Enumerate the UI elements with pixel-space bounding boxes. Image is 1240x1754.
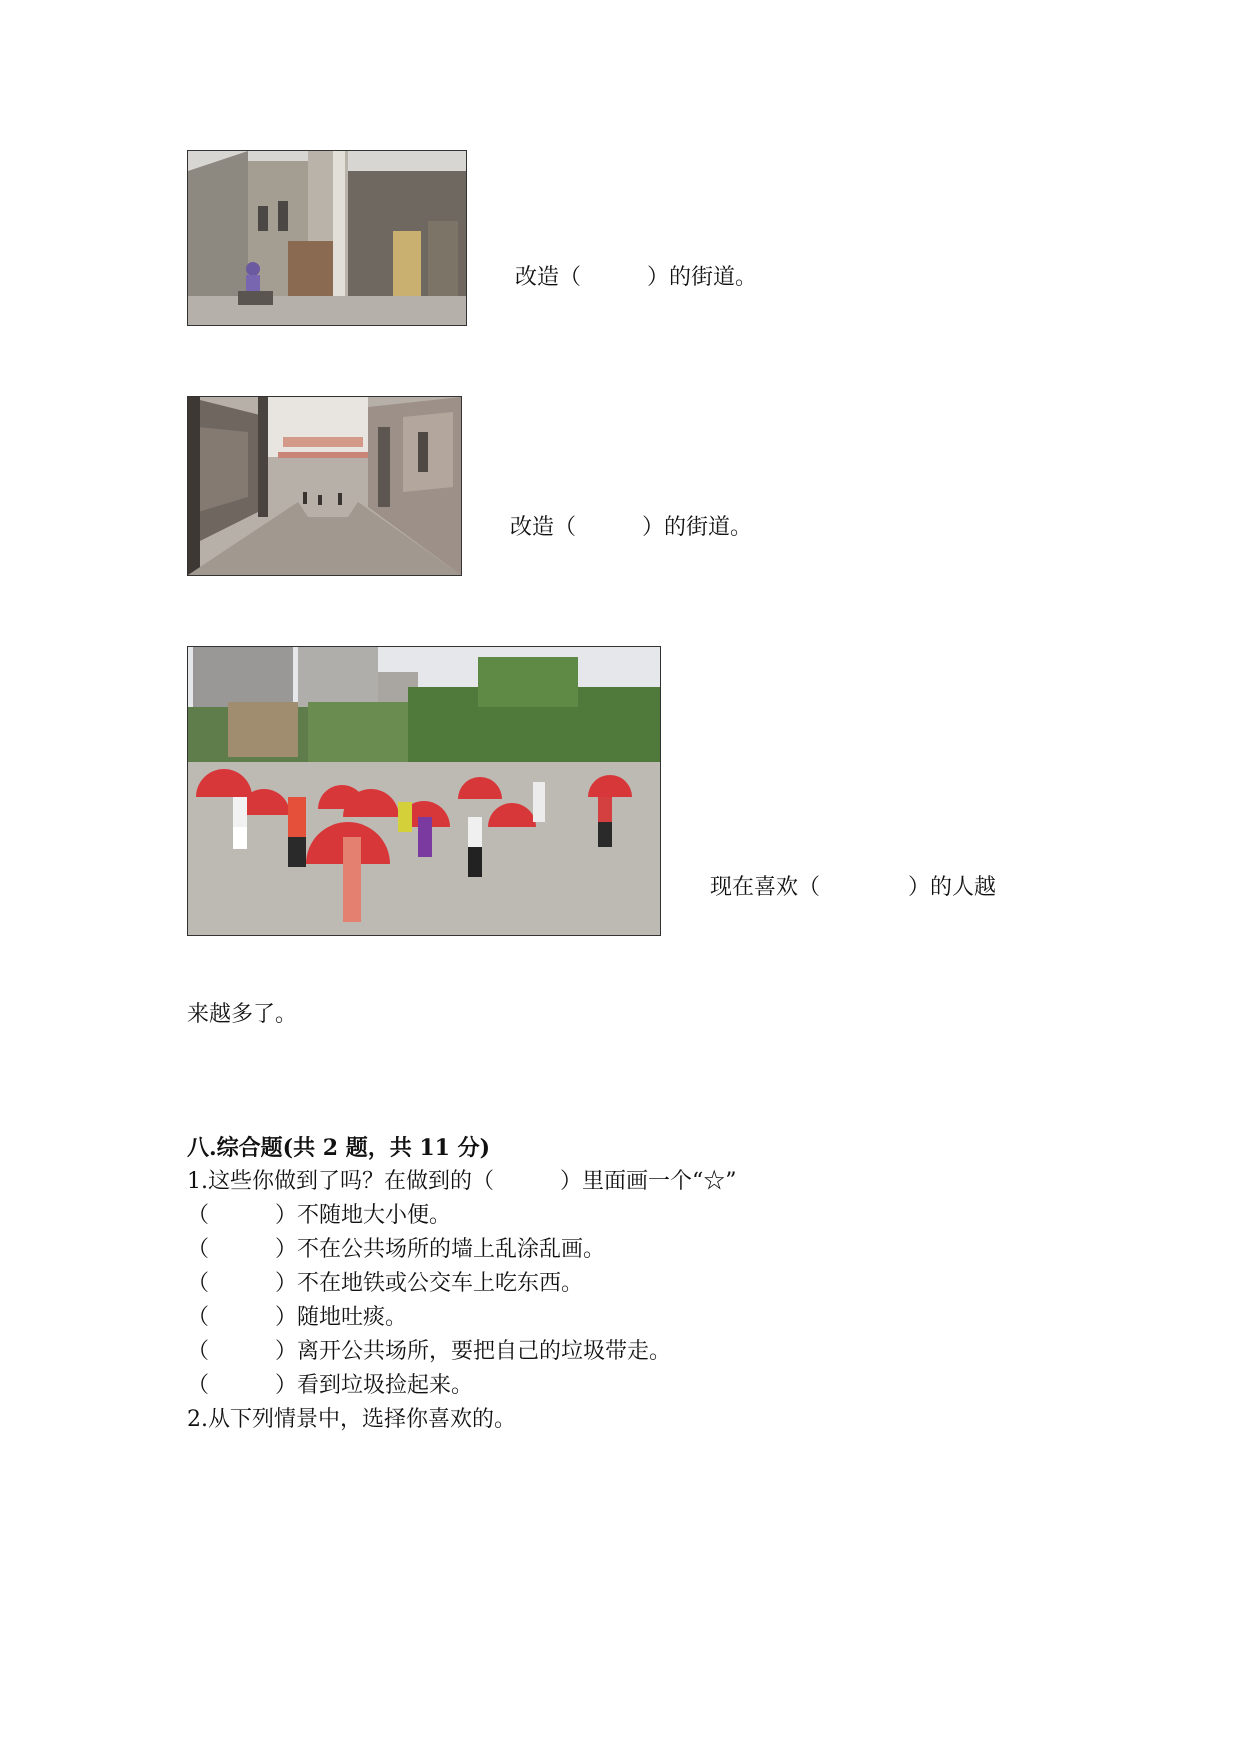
question-1-prompt: 1.这些你做到了吗？在做到的（ ）里面画一个“☆” [187, 1169, 737, 1194]
renovated-street-photo [187, 396, 462, 576]
item-2-caption: 改造（ ）的街道。 [510, 515, 753, 540]
q1-option: （ ）不在公共场所的墙上乱涂乱画。 [187, 1237, 606, 1262]
old-street-photo [187, 150, 467, 326]
q1-option: （ ）不随地大小便。 [187, 1203, 452, 1228]
q1-option: （ ）看到垃圾捡起来。 [187, 1373, 474, 1398]
q1-option: （ ）不在地铁或公交车上吃东西。 [187, 1271, 584, 1296]
question-2-prompt: 2.从下列情景中，选择你喜欢的。 [187, 1407, 516, 1432]
fan-dance-photo [187, 646, 661, 936]
item-1-caption: 改造（ ）的街道。 [515, 265, 758, 290]
q1-option: （ ）离开公共场所，要把自己的垃圾带走。 [187, 1339, 672, 1364]
item-3-caption: 现在喜欢（ ）的人越 [710, 875, 997, 900]
item-3-continuation: 来越多了。 [187, 1002, 298, 1027]
section-heading: 八.综合题(共 2 题，共 11 分) [187, 1135, 491, 1161]
q1-option: （ ）随地吐痰。 [187, 1305, 408, 1330]
